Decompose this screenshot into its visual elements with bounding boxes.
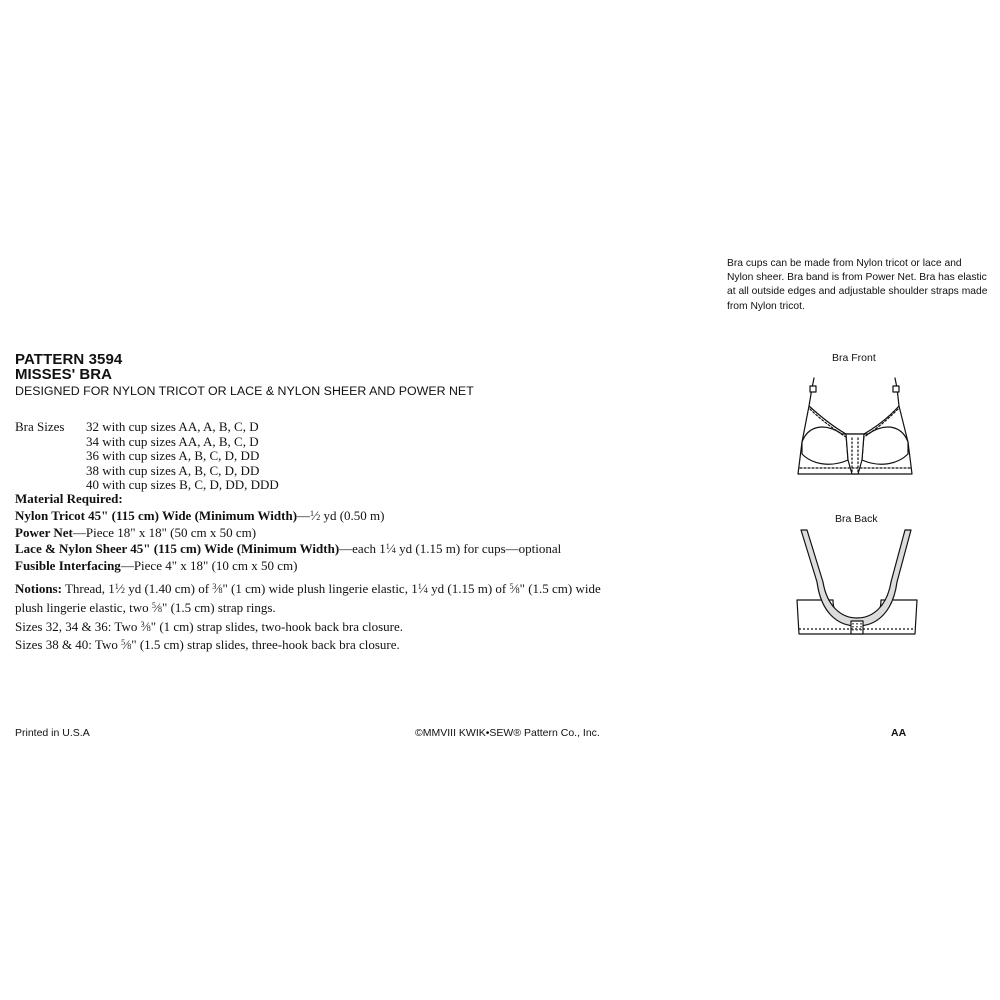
- material-item: Fusible Interfacing—Piece 4" x 18" (10 cm x 50 cm): [15, 558, 298, 574]
- bra-sizes-list: [86, 420, 279, 493]
- page-code: AA: [891, 727, 907, 739]
- materials-heading: Material Required:: [15, 491, 123, 506]
- strap-slide-left: [810, 386, 816, 392]
- size-row: 40 with cup sizes B, C, D, DD, DDD: [86, 477, 279, 493]
- copyright-note: ©MMVIII KWIK•SEW® Pattern Co., Inc.: [415, 727, 600, 739]
- materials-section: [15, 492, 561, 574]
- pattern-header: [15, 352, 474, 399]
- size-row: 34 with cup sizes AA, A, B, C, D: [86, 433, 259, 449]
- notions-heading: Notions:: [15, 581, 62, 596]
- notions-line: Sizes 38 & 40: Two $^5$⁄8" (1.5 cm) strap slides, three-hook back bra closure.: [15, 637, 400, 653]
- bra-sizes-label: Bra Sizes: [15, 419, 65, 434]
- printed-in-note: Printed in U.S.A: [15, 727, 90, 739]
- pattern-subtitle: DESIGNED FOR NYLON TRICOT OR LACE & NYLON SHEER AND POWER NET: [15, 384, 474, 398]
- notions-line: plush lingerie elastic, two $^5$⁄8" (1.5 cm) strap rings.: [15, 599, 276, 615]
- size-row: 38 with cup sizes A, B, C, D, DD: [86, 462, 260, 478]
- pattern-name: MISSES' BRA: [15, 366, 112, 383]
- size-row: 36 with cup sizes A, B, C, D, DD: [86, 448, 260, 464]
- strap-slide-right: [893, 386, 899, 392]
- material-item: Nylon Tricot 45" (115 cm) Wide (Minimum Width)—$^1$⁄2 yd (0.50 m): [15, 507, 385, 523]
- bra-back-illustration: [795, 526, 920, 641]
- bra-front-label: Bra Front: [832, 352, 876, 364]
- notions-line: Sizes 32, 34 & 36: Two $^3$⁄8" (1 cm) strap slides, two-hook back bra closure.: [15, 618, 404, 634]
- pattern-number: PATTERN 3594: [15, 351, 123, 368]
- material-item: Power Net—Piece 18" x 18" (50 cm x 50 cm): [15, 524, 257, 540]
- notions-section: [15, 580, 730, 655]
- bra-back-label: Bra Back: [835, 513, 878, 525]
- bra-front-illustration: [790, 364, 920, 494]
- garment-description: Bra cups can be made from Nylon tricot or lace and Nylon sheer. Bra band is from Power Net. Bra has elastic at all outside edges and adjustable shoulder straps made from Nylon tricot.: [727, 258, 988, 312]
- size-row: 32 with cup sizes AA, A, B, C, D: [86, 419, 259, 434]
- notions-line: Notions: Thread, $1^1⁄2$ yd (1.40 cm) of $^3$⁄8" (1 cm) wide plush lingerie elastic, $1^1⁄4$ yd (1.15 m) of $^5$⁄8" (1.5 cm) wide: [15, 581, 601, 596]
- material-item: Lace & Nylon Sheer 45" (115 cm) Wide (Minimum Width)—each $1^1⁄4$ yd (1.15 m) for cups—optional: [15, 541, 562, 557]
